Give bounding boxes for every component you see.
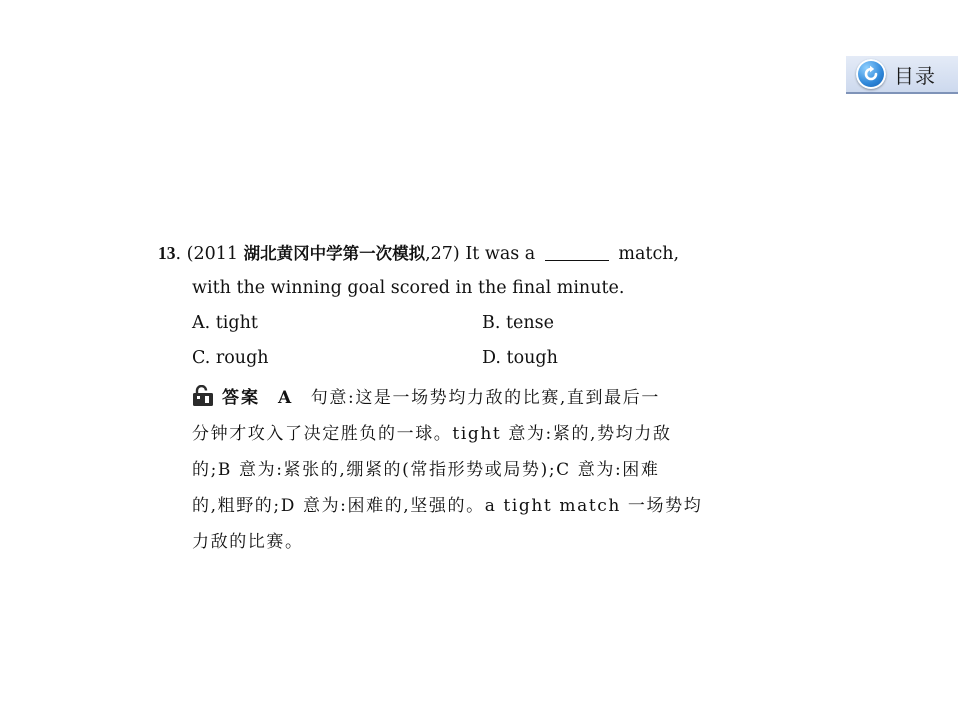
explanation-line-4: 的,粗野的;D 意为:困难的,坚强的。a tight match 一场势均	[192, 496, 703, 516]
explanation-line-5: 力敌的比赛。	[192, 532, 304, 552]
option-d: D. tough	[482, 348, 558, 368]
question-line-2: with the winning goal scored in the final minute.	[192, 278, 625, 298]
question-source-open: (2011	[186, 244, 244, 264]
question-number-suffix: .	[175, 244, 182, 264]
question-stem-start: It was a	[465, 244, 536, 264]
toc-button[interactable]	[846, 56, 958, 94]
answer-block	[192, 380, 802, 560]
explanation-line-3: 的;B 意为:紧张的,绷紧的(常指形势或局势);C 意为:困难	[192, 460, 660, 480]
answer-label: 答案	[222, 388, 260, 408]
question-number: 13	[158, 243, 176, 263]
question-line-1	[158, 236, 808, 271]
option-c: C. rough	[192, 348, 269, 368]
question-source: 湖北黄冈中学第一次模拟	[243, 244, 426, 263]
question-block	[158, 236, 808, 376]
toc-label: 目录	[894, 63, 936, 88]
options-row-2	[158, 341, 808, 376]
answer-line-1	[192, 380, 802, 416]
answer-value: A	[278, 388, 293, 408]
explanation-line-1: 句意:这是一场势均力敌的比赛,直到最后一	[310, 388, 660, 408]
answer-blank	[545, 242, 609, 261]
question-source-close: ,27)	[425, 244, 460, 264]
options-row-1	[158, 306, 808, 341]
question-stem-end: match,	[618, 244, 680, 264]
option-b: B. tense	[482, 313, 554, 333]
explanation-line-2: 分钟才攻入了决定胜负的一球。tight 意为:紧的,势均力敌	[192, 424, 672, 444]
refresh-icon	[856, 59, 886, 89]
option-a: A. tight	[192, 313, 258, 333]
lock-icon	[192, 384, 214, 406]
